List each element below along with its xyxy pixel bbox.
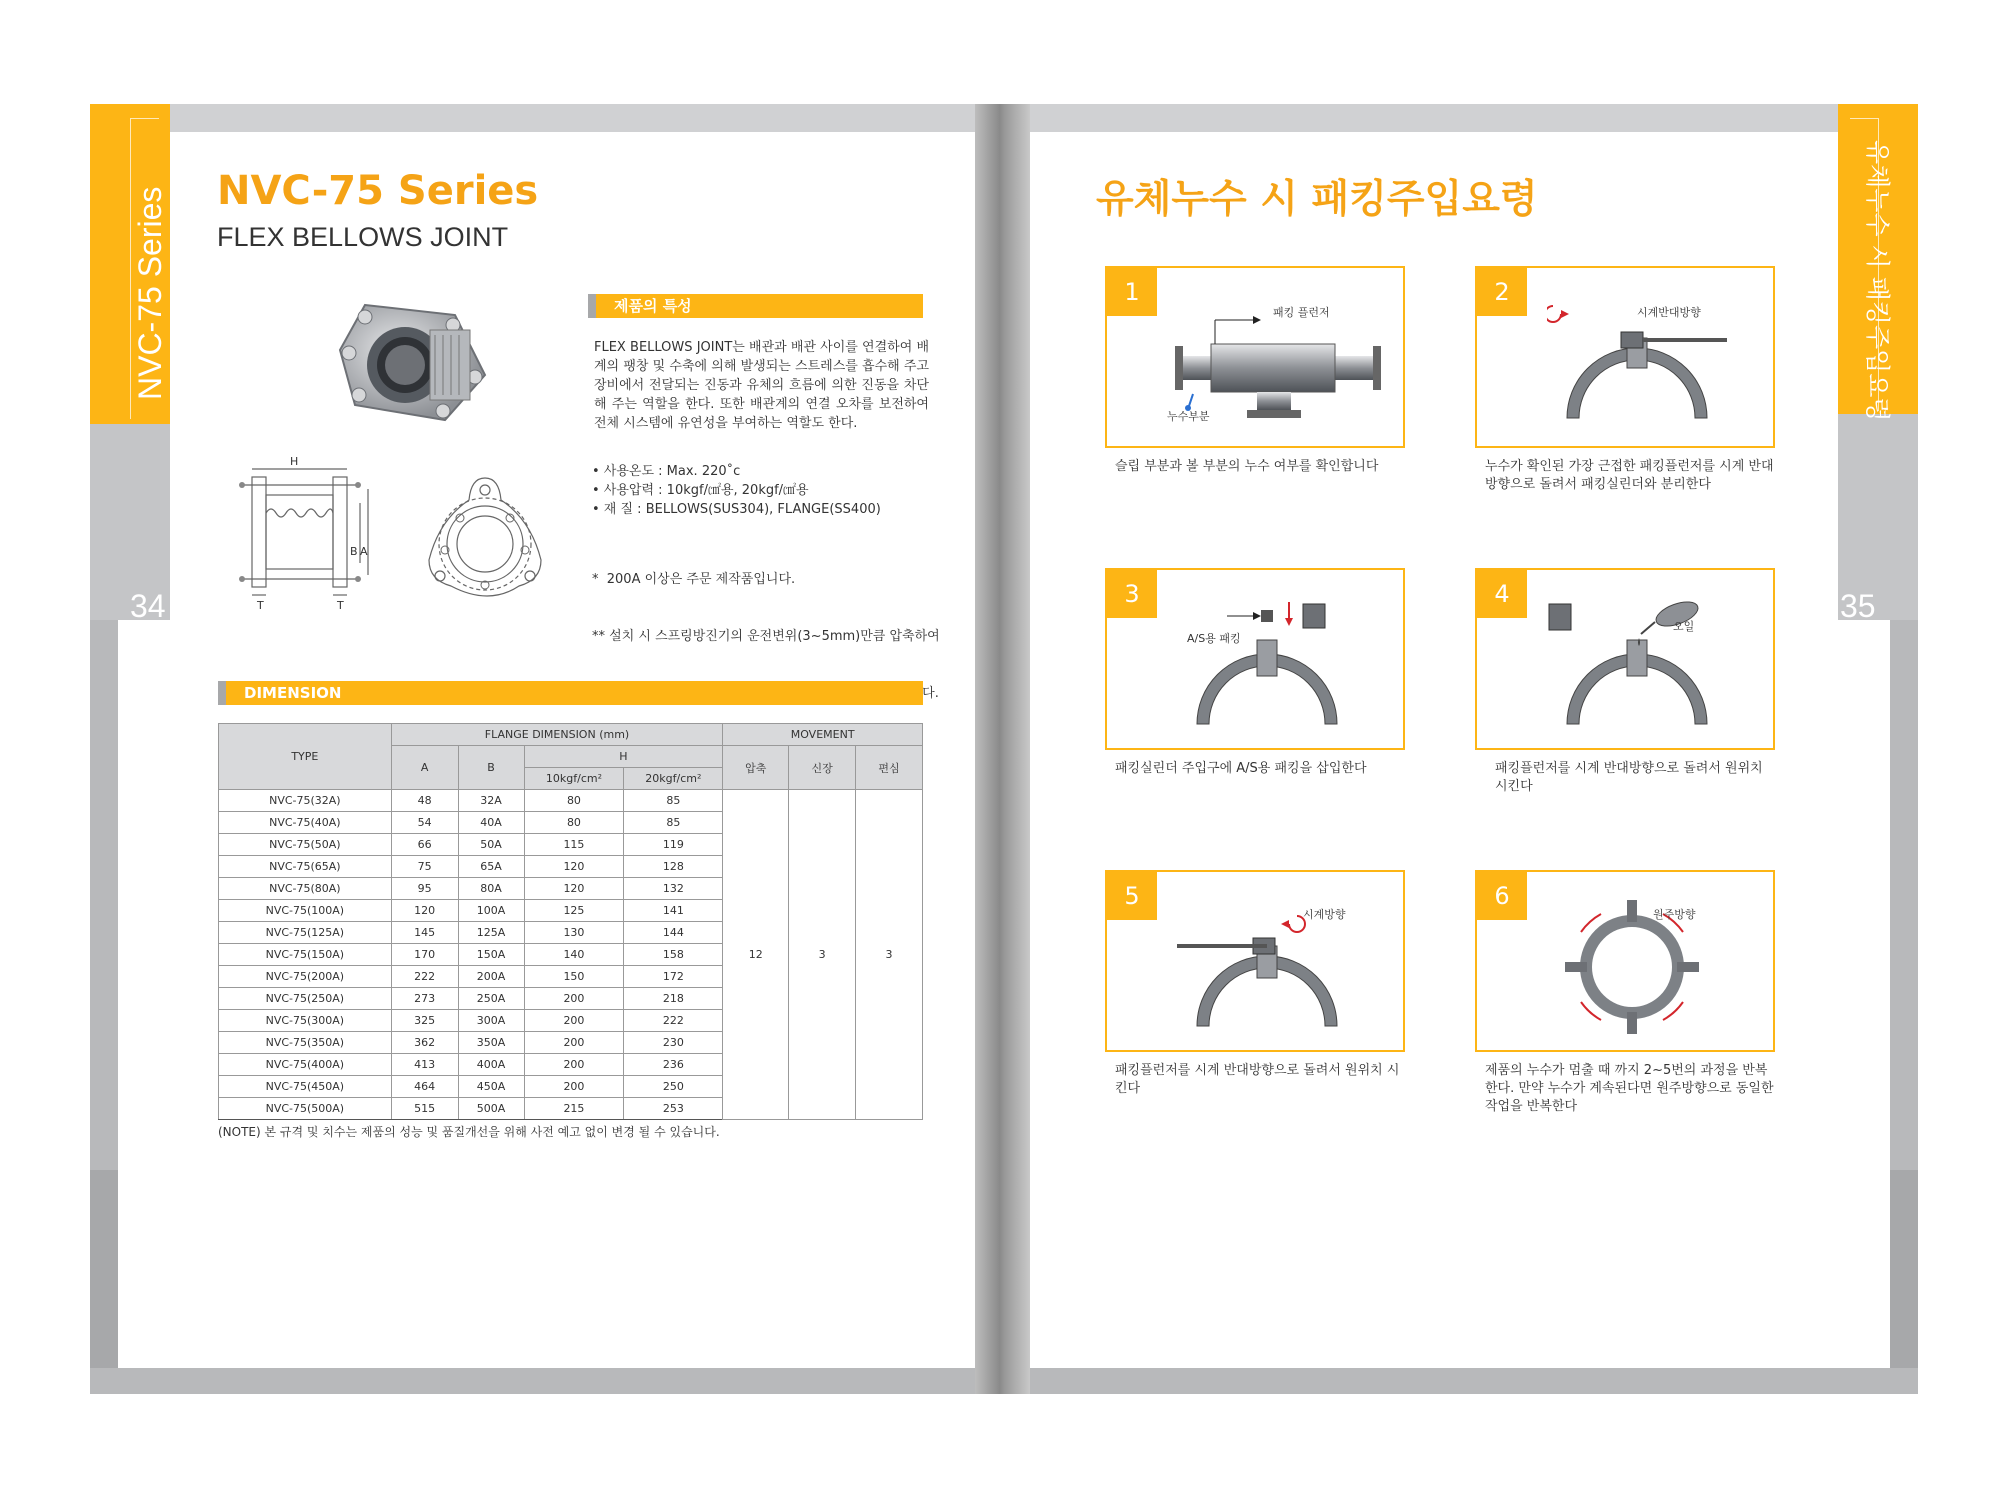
- table-cell: 95: [391, 878, 458, 900]
- left-bottom-band: [90, 1170, 118, 1368]
- drawing-label-t1: T: [257, 599, 264, 612]
- side-view-drawing: [232, 455, 382, 615]
- step-3-illustration: [1177, 600, 1377, 740]
- table-cell: 120: [524, 856, 624, 878]
- table-cell: 200: [524, 1032, 624, 1054]
- table-cell: 150: [524, 966, 624, 988]
- step-5-illustration: [1177, 902, 1377, 1042]
- table-cell: 120: [524, 878, 624, 900]
- table-cell: 200: [524, 1076, 624, 1098]
- table-header-compression: 압축: [723, 746, 789, 790]
- table-cell: 200A: [458, 966, 524, 988]
- table-cell: 215: [524, 1098, 624, 1120]
- step-6-caption: 제품의 누수가 멈출 때 까지 2~5번의 과정을 반복한다. 만약 누수가 계속된다면 원주방향으로 동일한 작업을 반복한다: [1485, 1063, 1774, 1114]
- table-cell: 119: [624, 834, 723, 856]
- spec-pressure: • 사용압력 : 10kgf/㎠용, 20kgf/㎠용: [592, 483, 809, 498]
- spec-temperature: • 사용온도 : Max. 220˚c: [592, 464, 741, 479]
- table-cell: NVC-75(250A): [219, 988, 392, 1010]
- step-5-caption: 패킹플런저를 시계 반대방향으로 돌려서 원위치 시킨다: [1115, 1063, 1400, 1096]
- movement-extension-cell: 3: [789, 790, 856, 1120]
- step-3-label: A/S용 패킹: [1187, 632, 1241, 645]
- table-cell: NVC-75(200A): [219, 966, 392, 988]
- table-header-h: H: [524, 746, 723, 768]
- table-cell: 80: [524, 812, 624, 834]
- table-header-extension: 신장: [789, 746, 856, 790]
- table-cell: 125: [524, 900, 624, 922]
- front-view-drawing: [420, 470, 550, 610]
- table-header-flange: FLANGE DIMENSION (mm): [391, 724, 723, 746]
- book-spine: [975, 104, 1030, 1394]
- right-page-number: 35: [1840, 588, 1876, 624]
- step-4-caption: 패킹플런저를 시계 반대방향으로 돌려서 원위치 시킨다: [1495, 761, 1763, 794]
- step-4-label: 오일: [1673, 620, 1695, 633]
- table-header-h20: 20kgf/cm²: [624, 768, 723, 790]
- step-4-number: 4: [1477, 570, 1527, 618]
- table-cell: 120: [391, 900, 458, 922]
- table-cell: NVC-75(80A): [219, 878, 392, 900]
- table-cell: 130: [524, 922, 624, 944]
- table-cell: 115: [524, 834, 624, 856]
- step-1-caption: 슬립 부분과 볼 부분의 누수 여부를 확인합니다: [1115, 459, 1379, 474]
- table-cell: 253: [624, 1098, 723, 1120]
- table-cell: 170: [391, 944, 458, 966]
- step-2-caption: 누수가 확인된 가장 근접한 패킹플런저를 시계 반대방향으로 돌려서 패킹실린더와 분리한다: [1485, 459, 1774, 492]
- table-cell: 218: [624, 988, 723, 1010]
- table-note: (NOTE) 본 규격 및 치수는 제품의 성능 및 품질개선을 위해 사전 예고 없이 변경 될 수 있습니다.: [218, 1125, 720, 1139]
- table-cell: 450A: [458, 1076, 524, 1098]
- step-6-label: 원주방향: [1653, 908, 1696, 921]
- step-1-number: 1: [1107, 268, 1157, 316]
- table-cell: 250A: [458, 988, 524, 1010]
- features-heading-bar: [588, 294, 923, 318]
- table-cell: 172: [624, 966, 723, 988]
- table-header-type: TYPE: [219, 724, 392, 790]
- table-cell: NVC-75(500A): [219, 1098, 392, 1120]
- table-cell: 48: [391, 790, 458, 812]
- table-cell: 80A: [458, 878, 524, 900]
- table-header-a: A: [391, 746, 458, 790]
- table-cell: 145: [391, 922, 458, 944]
- table-cell: 200: [524, 988, 624, 1010]
- table-cell: NVC-75(100A): [219, 900, 392, 922]
- table-cell: 300A: [458, 1010, 524, 1032]
- dimension-heading-bar: [218, 681, 923, 705]
- table-cell: 464: [391, 1076, 458, 1098]
- table-cell: 40A: [458, 812, 524, 834]
- table-cell: 85: [624, 790, 723, 812]
- step-4-illustration: [1547, 600, 1747, 740]
- table-cell: 75: [391, 856, 458, 878]
- table-cell: 125A: [458, 922, 524, 944]
- features-heading: 제품의 특성: [614, 297, 692, 315]
- table-cell: NVC-75(300A): [219, 1010, 392, 1032]
- step-4-box: [1475, 568, 1775, 750]
- step-2-number: 2: [1477, 268, 1527, 316]
- table-cell: 230: [624, 1032, 723, 1054]
- table-cell: 325: [391, 1010, 458, 1032]
- right-page-title: 유체누수 시 패킹주입요령: [1096, 177, 1538, 222]
- drawing-label-b: B: [350, 545, 358, 558]
- page-subtitle: FLEX BELLOWS JOINT: [217, 222, 509, 252]
- step-6-number: 6: [1477, 872, 1527, 920]
- table-cell: NVC-75(400A): [219, 1054, 392, 1076]
- note-2: ** 설치 시 스프링방진기의 운전변위(3~5mm)만큼 압축하여: [592, 629, 940, 644]
- table-cell: NVC-75(40A): [219, 812, 392, 834]
- table-cell: 200: [524, 1010, 624, 1032]
- table-cell: 54: [391, 812, 458, 834]
- table-cell: NVC-75(450A): [219, 1076, 392, 1098]
- drawing-label-h: H: [290, 455, 299, 468]
- table-cell: 515: [391, 1098, 458, 1120]
- step-1-label-plunger: 패킹 플런저: [1273, 306, 1330, 319]
- table-cell: NVC-75(150A): [219, 944, 392, 966]
- table-header-b: B: [458, 746, 524, 790]
- step-5-box: [1105, 870, 1405, 1052]
- table-cell: 132: [624, 878, 723, 900]
- table-cell: 144: [624, 922, 723, 944]
- table-cell: 158: [624, 944, 723, 966]
- table-cell: 500A: [458, 1098, 524, 1120]
- table-cell: 413: [391, 1054, 458, 1076]
- dimension-heading: DIMENSION: [244, 684, 342, 702]
- page-title: NVC-75 Series: [217, 168, 539, 214]
- movement-offset-cell: 3: [856, 790, 923, 1120]
- table-cell: 140: [524, 944, 624, 966]
- drawing-label-a: A: [360, 545, 368, 558]
- step-3-box: [1105, 568, 1405, 750]
- drawing-label-t2: T: [337, 599, 344, 612]
- table-cell: 222: [624, 1010, 723, 1032]
- table-cell: 128: [624, 856, 723, 878]
- right-side-tab-label: 유체누수 시 패킹주입요령: [1863, 140, 1892, 422]
- step-5-number: 5: [1107, 872, 1157, 920]
- specs-list: [592, 462, 932, 519]
- table-cell: 362: [391, 1032, 458, 1054]
- table-cell: 150A: [458, 944, 524, 966]
- table-header-h10: 10kgf/cm²: [524, 768, 624, 790]
- table-cell: 200: [524, 1054, 624, 1076]
- right-top-band: [1030, 104, 1918, 132]
- step-5-label: 시계방향: [1303, 908, 1346, 921]
- step-2-box: [1475, 266, 1775, 448]
- table-cell: NVC-75(125A): [219, 922, 392, 944]
- table-cell: NVC-75(32A): [219, 790, 392, 812]
- table-cell: 50A: [458, 834, 524, 856]
- left-page-number: 34: [130, 588, 166, 624]
- dimension-table: [218, 723, 923, 1120]
- product-photo: [335, 295, 495, 425]
- step-2-label: 시계반대방향: [1637, 306, 1701, 319]
- table-cell: 141: [624, 900, 723, 922]
- table-cell: 400A: [458, 1054, 524, 1076]
- table-header-movement: MOVEMENT: [723, 724, 923, 746]
- left-top-band: [90, 104, 975, 132]
- table-cell: 66: [391, 834, 458, 856]
- step-1-box: [1105, 266, 1405, 448]
- step-6-box: [1475, 870, 1775, 1052]
- table-header-offset: 편심: [856, 746, 923, 790]
- table-cell: 350A: [458, 1032, 524, 1054]
- table-row: [219, 790, 923, 812]
- left-side-tab-label: NVC-75 Series: [132, 186, 168, 400]
- table-cell: 32A: [458, 790, 524, 812]
- table-cell: 100A: [458, 900, 524, 922]
- step-3-number: 3: [1107, 570, 1157, 618]
- table-cell: 65A: [458, 856, 524, 878]
- features-text: FLEX BELLOWS JOINT는 배관과 배관 사이를 연결하여 배계의 팽창 및 수축에 의해 발생되는 스트레스를 흡수해 주고 장비에서 전달되는 진동과 유체의 흐름에 의한 진동을 차단해 주는 역할을 한다. 또한 배관계의 연결 오차를 보전하여 전체 시스템에 유연성을 부여하는 역할도 한다.: [594, 340, 929, 431]
- table-cell: NVC-75(50A): [219, 834, 392, 856]
- note-1: * 200A 이상은 주문 제작품입니다.: [592, 572, 796, 587]
- table-cell: 236: [624, 1054, 723, 1076]
- table-cell: 85: [624, 812, 723, 834]
- table-cell: NVC-75(350A): [219, 1032, 392, 1054]
- step-3-caption: 패킹실린더 주입구에 A/S용 패킹을 삽입한다: [1115, 761, 1367, 776]
- table-cell: 222: [391, 966, 458, 988]
- table-cell: 250: [624, 1076, 723, 1098]
- spec-material: • 재 질 : BELLOWS(SUS304), FLANGE(SS400): [592, 502, 881, 517]
- table-cell: 273: [391, 988, 458, 1010]
- right-bottom-band: [1890, 1170, 1918, 1368]
- movement-compression-cell: 12: [723, 790, 789, 1120]
- table-cell: 80: [524, 790, 624, 812]
- table-cell: NVC-75(65A): [219, 856, 392, 878]
- step-1-label-leak: 누수부분: [1167, 410, 1210, 423]
